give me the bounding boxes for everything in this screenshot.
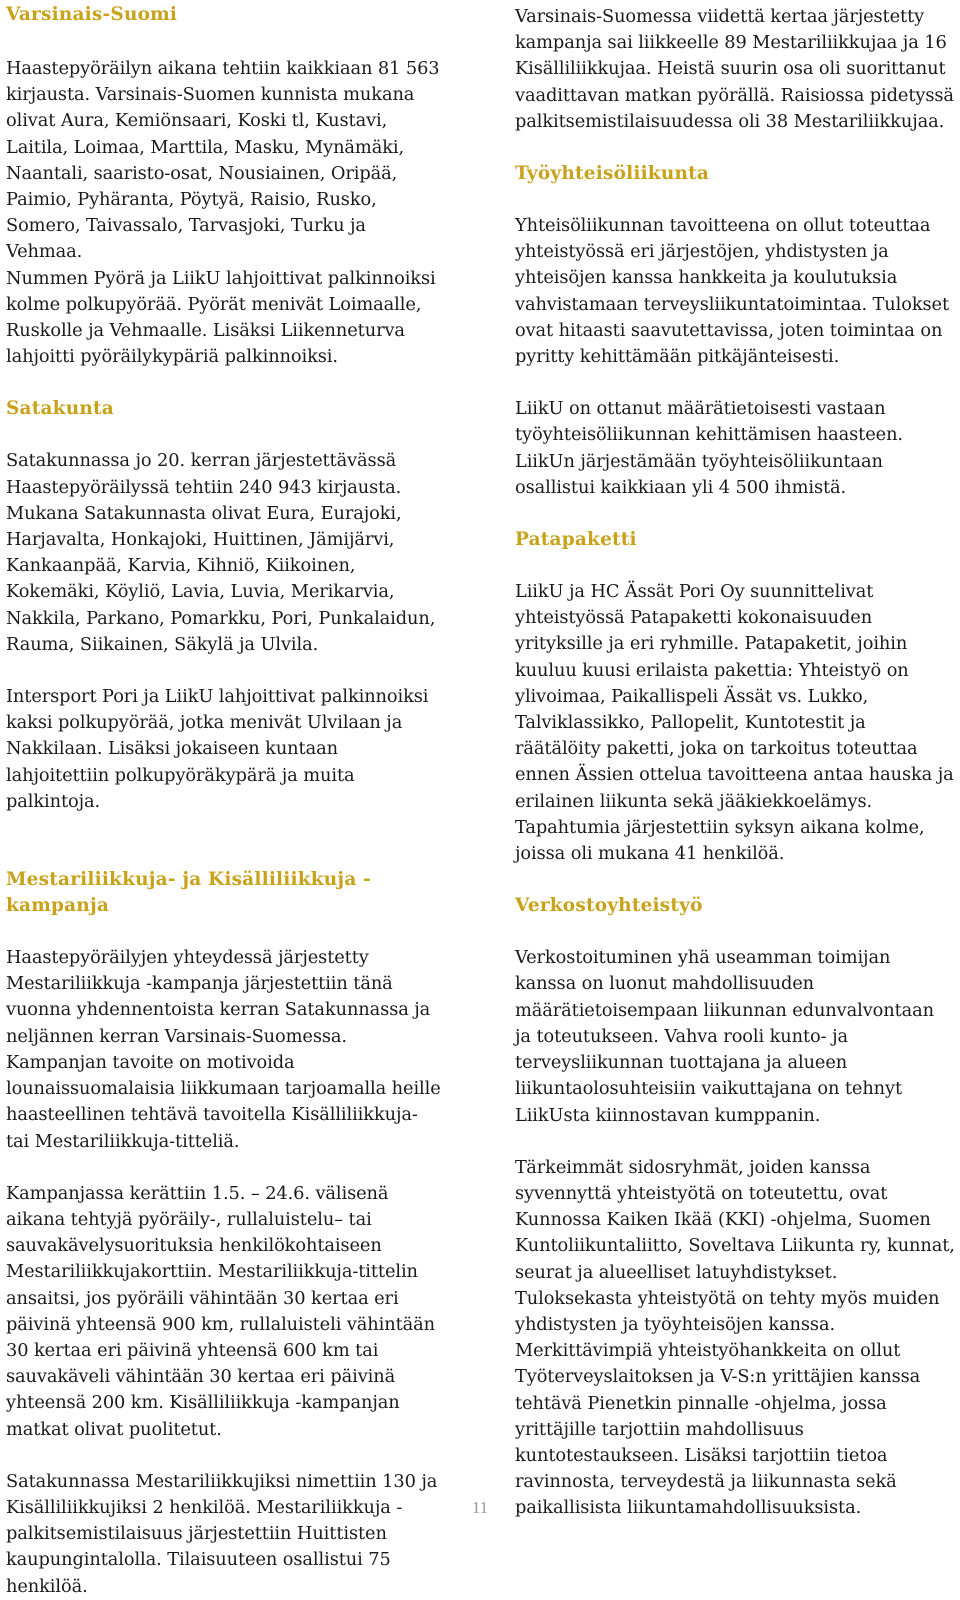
page-number: 11 [471,1498,489,1517]
heading-tyoyhteisoliikunta: Työyhteisöliikunta [515,163,710,185]
heading-varsinais-suomi: Varsinais-Suomi [6,4,178,25]
paragraph-satakunta-mestarit: Satakunnassa Mestariliikkujiksi nimettiin 130 ja Kisälliliikkujiksi 2 henkilöä. Mestariliikkuja -palkitsemistilaisuus järjestettiin Huittisten kaupungintalolla. Tilaisuuteen osallistui 75 henkilöä. [6,1470,438,1597]
right-column [515,0,955,1522]
paragraph-kampanja-tavoite: Haastepyöräilyjen yhteydessä järjestetty Mestariliikkuja -kampanja järjestettiin tänä vuonna yhdennentoista kerran Satakunnassa ja neljännen kerran Varsinais-Suomessa. Kampanjan tavoite on motivoida lounaissuomalaisia liikkumaan tarjoamalla heille haasteellinen tehtävä tavoitella Kisälliliikkuja- tai Mestariliikkuja-titteliä. [6,947,441,1152]
paragraph-satakunta-kirjaukset: Satakunnassa jo 20. kerran järjestettävässä Haastepyöräilyssä tehtiin 240 943 kirjausta. Mukana Satakunnasta olivat Eura, Eurajoki, Harjavalta, Honkajoki, Huittinen, Jämijärvi, Kankaanpää, Karvia, Kihniö, Kiikoinen, Kokemäki, Köyliö, Lavia, Luvia, Merikarvia, Nakkila, Parkano, Pomarkku, Pori, Punkalaidun, Rauma, Siikainen, Säkylä ja Ulvila. [6,450,436,655]
left-column [6,0,446,1600]
paragraph-verkostoituminen: Verkostoituminen yhä useamman toimijan kanssa on luonut mahdollisuuden määrätietoisempaan liikunnan edunvalvontaan ja toteutukseen. Vahva rooli kunto- ja terveysliikunnan tuottajana ja alueen liikuntaolosuhteisiin vaikuttajana on tehnyt LiikUsta kiinnostavan kumppanin. [515,947,934,1126]
paragraph-kampanja-ehdot: Kampanjassa kerättiin 1.5. – 24.6. välisenä aikana tehtyjä pyöräily-, rullaluistelu– tai sauvakävelysuorituksia henkilökohtaiseen Mestariliikkujakorttiin. Mestariliikkuja-tittelin ansaitsi, jos pyöräili vähintään 30 kertaa eri päivinä yhteensä 900 km, rullaluisteli vähintään 30 kertaa eri päivinä yhteensä 600 km tai sauvakäveli vähintään 30 kertaa eri päivinä yhteensä 200 km. Kisälliliikkuja -kampanjan matkat olivat puolitetut. [6,1182,435,1440]
paragraph-sidosryhmat: Tärkeimmät sidosryhmät, joiden kanssa syvennyttä yhteistyötä on toteutettu, ovat Kunnossa Kaiken Ikää (KKI) -ohjelma, Suomen Kuntoliikuntaliitto, Soveltava Liikunta ry, kunnat, seurat ja alueelliset latuyhdistykset. Tuloksekasta yhteistyötä on tehty myös muiden yhdistysten ja työyhteisöjen kanssa. Merkittävimpiä yhteistyöhankkeita on ollut Työterveyslaitoksen ja V-S:n yrittäjien kanssa tehtävä Pienetkin pinnalle -ohjelma, jossa yrittäjille tarjottiin mahdollisuus kuntotestaukseen. Lisäksi tarjottiin tietoa ravinnosta, terveydestä ja liikunnasta sekä paikallisista liikuntamahdollisuuksista. [515,1156,955,1519]
paragraph-satakunta-palkinnot: Intersport Pori ja LiikU lahjoittivat palkinnoiksi kaksi polkupyörää, jotka menivät Ulvilaan ja Nakkilaan. Lisäksi jokaiseen kuntaan lahjoitettiin polkupyöräkypärä ja muita palkintoja. [6,686,429,812]
paragraph-varsinais-kirjaukset: Haastepyöräilyn aikana tehtiin kaikkiaan 81 563 kirjausta. Varsinais-Suomen kunnista mukana olivat Aura, Kemiönsaari, Koski tl, Kustavi, Laitila, Loimaa, Marttila, Masku, Mynämäki, Naantali, saaristo-osat, Nousiainen, Oripää, Paimio, Pyhäranta, Pöytyä, Raisio, Rusko, Somero, Taivassalo, Tarvasjoki, Turku ja Vehmaa. [6,58,440,263]
heading-verkostoyhteistyo: Verkostoyhteistyö [515,895,703,917]
heading-mestariliikkuja: Mestariliikkuja- ja Kisälliliikkuja -kampanja [6,869,372,917]
paragraph-varsinais-mestarit: Varsinais-Suomessa viidettä kertaa järjestetty kampanja sai liikkeelle 89 Mestariliikkujaa ja 16 Kisälliliikkujaa. Heistä suurin osa oli suorittanut vaadittavan matkan pyörällä. Raisiossa pidetyssä palkitsemistilaisuudessa oli 38 Mestariliikkujaa. [515,6,954,132]
heading-patapaketti: Patapaketti [515,529,637,551]
paragraph-yhteisoliikunta: Yhteisöliikunnan tavoitteena on ollut toteuttaa yhteistyössä eri järjestöjen, yhdistysten ja yhteisöjen kanssa hankkeita ja koulutuksia vahvistamaan terveysliikuntatoimintaa. Tulokset ovat hitaasti saavutettavissa, joten toimintaa on pyritty kehittämään pitkäjänteisesti. [515,215,950,368]
paragraph-varsinais-palkinnot: Nummen Pyörä ja LiikU lahjoittivat palkinnoiksi kolme polkupyörää. Pyörät menivät Loimaalle, Ruskolle ja Vehmaalle. Lisäksi Liikenneturva lahjoitti pyöräilykypäriä palkinnoiksi. [6,267,436,368]
heading-satakunta: Satakunta [6,398,114,420]
paragraph-tyoyhteiso-haaste: LiikU on ottanut määrätietoisesti vastaan työyhteisöliikunnan kehittämisen haasteen. LiikUn järjestämään työyhteisöliikuntaan osallistui kaikkiaan yli 4 500 ihmistä. [515,398,903,498]
paragraph-patapaketti: LiikU ja HC Ässät Pori Oy suunnittelivat yhteistyössä Patapaketti kokonaisuuden yrityksille ja eri ryhmille. Patapaketit, joihin kuuluu kuusi erilaista pakettia: Yhteistyö on ylivoimaa, Paikallispeli Ässät vs. Lukko, Talviklassikko, Pallopelit, Kuntotestit ja räätälöity paketti, joka on tarkoitus toteuttaa ennen Ässien ottelua tavoitteena antaa hauska ja erilainen liikunta sekä jääkiekkoelämys. Tapahtumia järjestettiin syksyn aikana kolme, joissa oli mukana 41 henkilöä. [515,581,954,865]
